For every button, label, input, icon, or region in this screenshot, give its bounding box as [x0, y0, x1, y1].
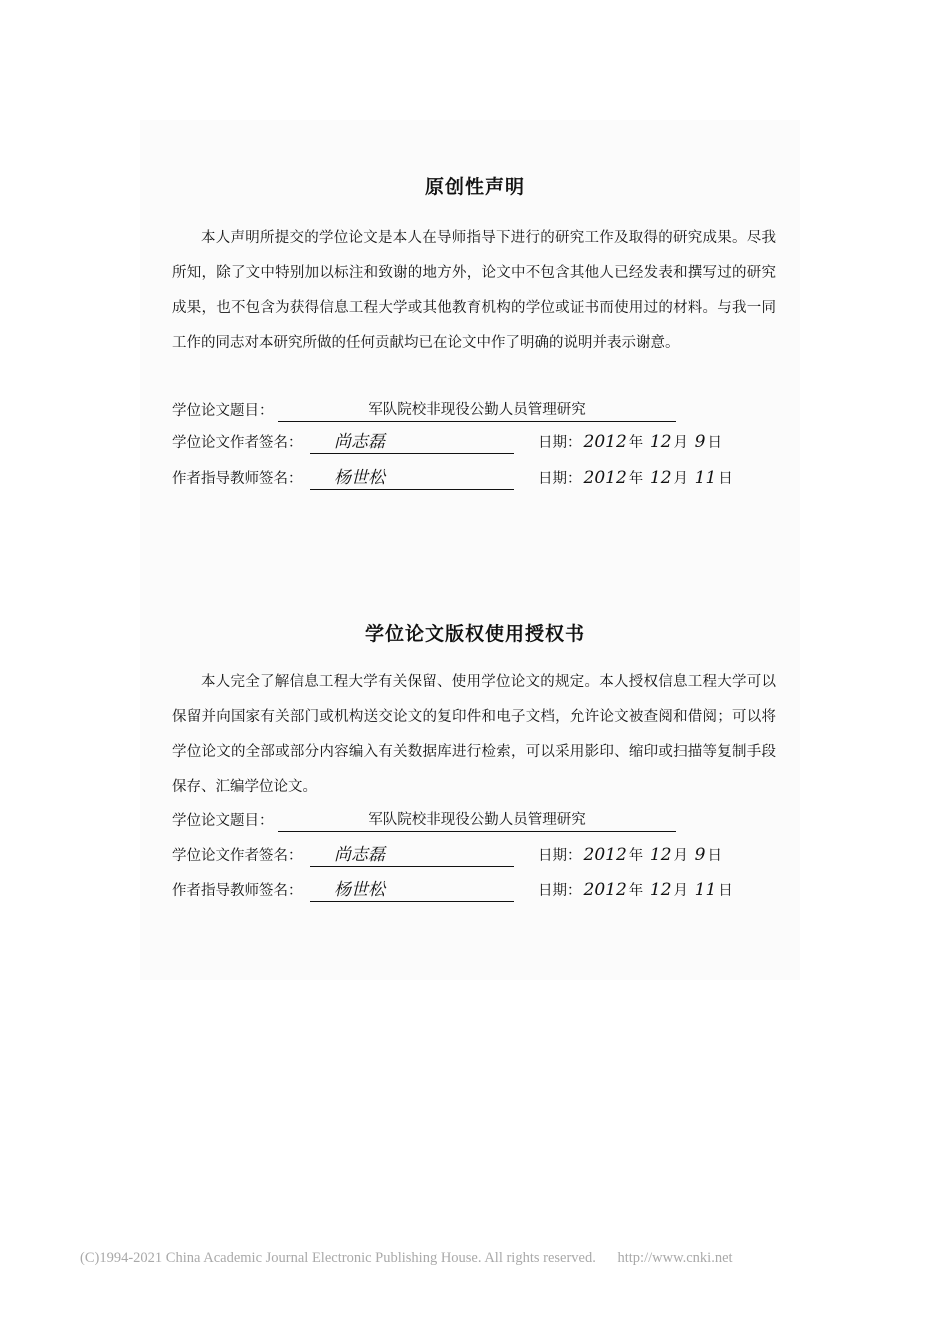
advisor-sign-date	[538, 879, 733, 900]
topic-underline	[278, 809, 676, 832]
date-label: 日期：	[538, 471, 582, 487]
authorization-paragraph: 本人完全了解信息工程大学有关保留、使用学位论文的规定。本人授权信息工程大学可以保留并向国家有关部门或机构送交论文的复印件和电子文档，允许论文被查阅和借阅；可以将学位论文的全部或部分内容编入有关数据库进行检索，可以采用影印、缩印或扫描等复制手段保存、汇编学位论文。	[172, 674, 776, 795]
authorization-advisor-row	[172, 878, 732, 902]
month-unit: 月	[673, 883, 689, 899]
day-unit: 日	[718, 883, 733, 899]
thesis-topic: 军队院校非现役公勤人员管理研究	[368, 812, 586, 828]
author-sign-date	[538, 844, 722, 865]
month-unit: 月	[673, 471, 689, 487]
date-month: 12	[649, 845, 672, 865]
topic-label: 学位论文题目：	[172, 403, 274, 419]
author-signature-line	[310, 844, 514, 867]
date-label: 日期：	[538, 435, 582, 451]
author-signature-label: 学位论文作者签名：	[172, 435, 303, 451]
date-year: 2012	[583, 432, 627, 452]
date-year: 2012	[583, 845, 627, 865]
day-unit: 日	[718, 471, 733, 487]
copyright-notice: (C)1994-2021 China Academic Journal Electronic Publishing House. All rights reserved.	[80, 1250, 596, 1266]
date-day: 11	[694, 468, 717, 488]
date-day: 9	[694, 432, 706, 452]
cnki-url: http://www.cnki.net	[617, 1250, 733, 1266]
month-unit: 月	[673, 848, 689, 864]
declaration-title: 原创性声明	[424, 176, 525, 198]
year-unit: 年	[628, 471, 644, 487]
date-year: 2012	[583, 880, 627, 900]
date-year: 2012	[583, 468, 627, 488]
date-day: 11	[694, 880, 717, 900]
declaration-paragraph: 本人声明所提交的学位论文是本人在导师指导下进行的研究工作及取得的研究成果。尽我所知，除了文中特别加以标注和致谢的地方外，论文中不包含其他人已经发表和撰写过的研究成果，也不包含为获得信息工程大学或其他教育机构的学位或证书而使用过的材料。与我一同工作的同志对本研究所做的任何贡献均已在论文中作了明确的说明并表示谢意。	[172, 230, 776, 351]
declaration-topic-row	[172, 398, 682, 422]
authorization-body	[172, 665, 776, 805]
author-handwritten-signature: 尚志磊	[334, 845, 385, 865]
cnki-footer	[80, 1250, 880, 1267]
advisor-handwritten-signature: 杨世松	[334, 880, 385, 900]
authorization-title: 学位论文版权使用授权书	[364, 623, 585, 645]
declaration-body	[172, 221, 776, 361]
advisor-signature-line	[310, 467, 514, 490]
advisor-sign-date	[538, 467, 733, 488]
date-label: 日期：	[538, 848, 582, 864]
date-month: 12	[649, 880, 672, 900]
author-handwritten-signature: 尚志磊	[334, 432, 385, 452]
date-month: 12	[649, 468, 672, 488]
thesis-topic: 军队院校非现役公勤人员管理研究	[368, 402, 586, 418]
author-signature-line	[310, 431, 514, 454]
topic-label: 学位论文题目：	[172, 813, 274, 829]
authorization-author-row	[172, 843, 732, 867]
advisor-signature-line	[310, 879, 514, 902]
topic-underline	[278, 399, 676, 422]
advisor-signature-label: 作者指导教师签名：	[172, 471, 303, 487]
declaration-advisor-row	[172, 466, 732, 490]
declaration-author-row	[172, 430, 732, 454]
month-unit: 月	[673, 435, 689, 451]
day-unit: 日	[707, 435, 722, 451]
date-day: 9	[694, 845, 706, 865]
advisor-signature-label: 作者指导教师签名：	[172, 883, 303, 899]
author-signature-label: 学位论文作者签名：	[172, 848, 303, 864]
year-unit: 年	[628, 883, 644, 899]
year-unit: 年	[628, 435, 644, 451]
day-unit: 日	[707, 848, 722, 864]
advisor-handwritten-signature: 杨世松	[334, 468, 385, 488]
year-unit: 年	[628, 848, 644, 864]
authorization-topic-row	[172, 808, 682, 832]
date-label: 日期：	[538, 883, 582, 899]
date-month: 12	[649, 432, 672, 452]
author-sign-date	[538, 431, 722, 452]
